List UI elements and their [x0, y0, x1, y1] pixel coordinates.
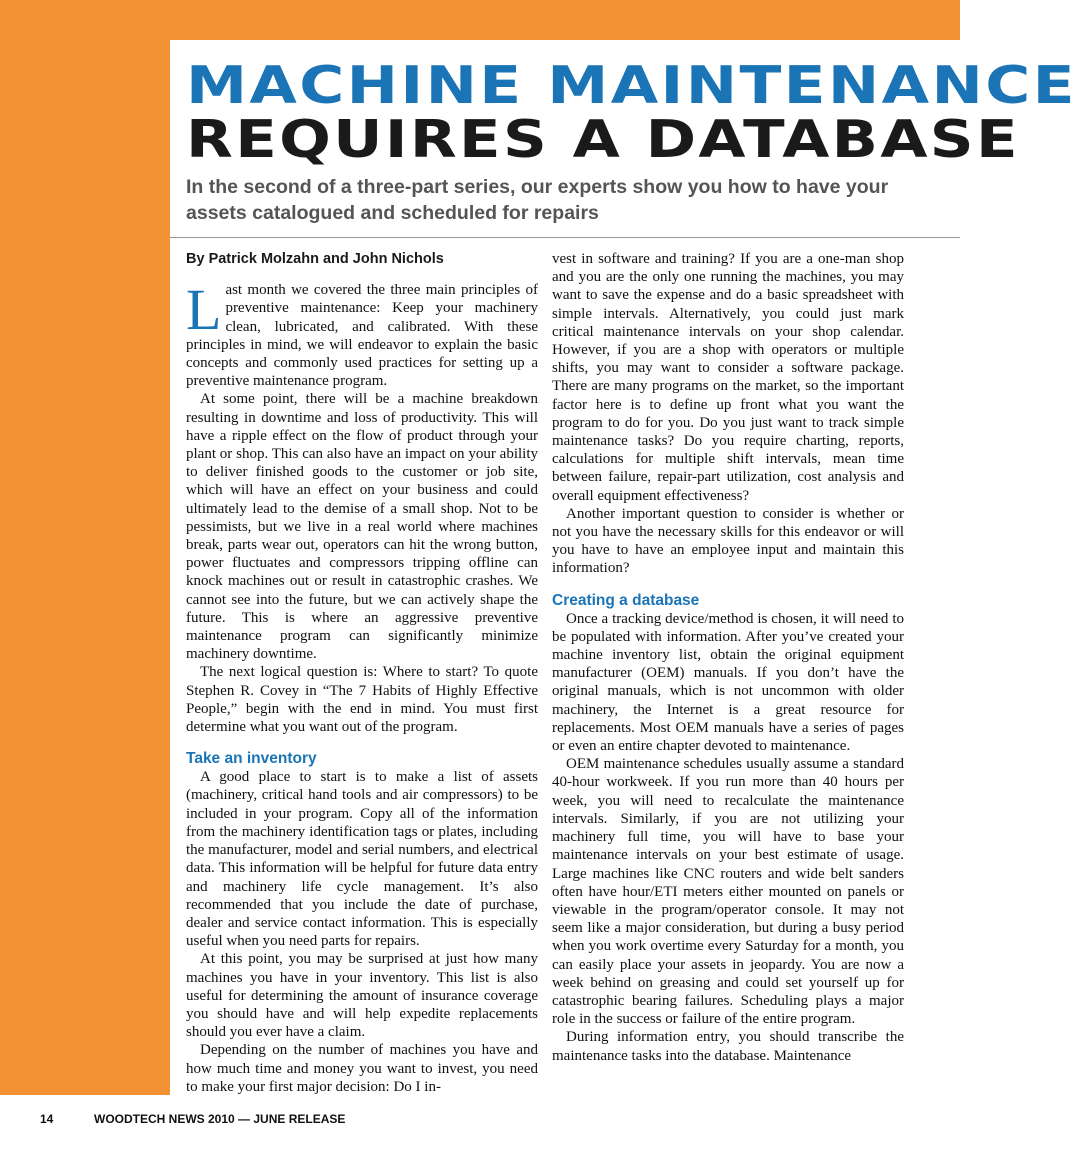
publication-name: WOODTECH NEWS 2010 — JUNE RELEASE [94, 1112, 346, 1126]
paragraph: The next logical question is: Where to start? To quote Stephen R. Covey in “The 7 Habits of Highly Effective People,” begin with the end in mind. You must first determine what you want out of the program. [186, 664, 538, 736]
paragraph: OEM maintenance schedules usually assume a standard 40-hour workweek. If you run more than 40 hours per week, you will need to recalculate the maintenance intervals. Similarly, if you are not utilizing your machinery full time, you will have to base your maintenance intervals on your best estimate of usage. Large machines like CNC routers and wide belt sanders often have hour/ETI meters either mounted on panels or viewable in the program/operator console. It may not seem like a major consideration, but during a busy period when you work overtime every Saturday for a month, you can easily place your assets in jeopardy. You are now a week behind on greasing and could set yourself up for catastrophic bearing failures. Scheduling plays a major role in the success or failure of the entire program. [552, 756, 904, 1028]
paragraph-text: ast month we covered the three main principles of preventive maintenance: Keep your machinery clean, lubricated, and calibrated. With these principles in mind, we will endeavor to explain the basic concepts and commonly used practices for setting up a preventive maintenance program. [186, 282, 538, 390]
left-column [186, 250, 538, 1096]
paragraph: At some point, there will be a machine breakdown resulting in downtime and loss of productivity. This will have a ripple effect on the flow of product through your plant or shop. This can also have an impact on your ability to deliver finished goods to the customer or job site, which will have an effect on your business and could ultimately lead to the demise of a small shop. Not to be pessimists, but we live in a real world where machines break, parts wear out, operators can hit the wrong button, power fluctuates and compressors tripping offline can knock machines out or result in catastrophic crashes. We cannot see into the future, but we can actively shape the future. This is where an aggressive preventive maintenance program can significantly minimize machinery downtime. [186, 391, 538, 663]
subhead-take-inventory: Take an inventory [186, 750, 317, 768]
paragraph: Another important question to consider is whether or not you have the necessary skills for this endeavor or will you have to have an employee input and maintain this information? [552, 505, 904, 577]
paragraph [186, 277, 538, 390]
paragraph: Depending on the number of machines you have and how much time and money you want to invest, you need to make your first major decision: Do I in- [186, 1042, 538, 1095]
subhead-creating-database: Creating a database [552, 591, 700, 609]
right-column [552, 250, 904, 1065]
paragraph: During information entry, you should transcribe the maintenance tasks into the database. Maintenance [552, 1029, 904, 1064]
title-line-2: REQUIRES A DATABASE [186, 110, 1020, 170]
drop-cap: L [186, 277, 222, 343]
title-line-1: MACHINE MAINTENANCE [186, 56, 1077, 116]
paragraph: Once a tracking device/method is chosen, it will need to be populated with information. After you’ve created your machine inventory list, obtain the original equipment manufacturer (OEM) manuals. If you don’t have the original manuals, which is not uncommon with older machinery, the Internet is a great resource for replacements. Most OEM manuals have a series of pages or even an entire chapter devoted to maintenance. [552, 610, 904, 755]
page-number: 14 [40, 1112, 54, 1126]
page-footer [0, 1110, 960, 1134]
article-deck: In the second of a three-part series, our experts show you how to have your assets catalogued and scheduled for repairs [186, 176, 889, 224]
paragraph: A good place to start is to make a list of assets (machinery, critical hand tools and air compressors) to be included in your program. Copy all of the information from the machinery identification tags or plates, including the manufacturer, model and serial numbers, and electrical data. This information will be helpful for future data entry and machinery life cycle management. It’s also recommended that you include the date of purchase, dealer and service contact information. This is especially useful when you need parts for repairs. [186, 769, 538, 950]
orange-side-band [0, 0, 170, 1095]
paragraph: vest in software and training? If you are a one-man shop and you are the only one running the machines, you may want to save the expense and do a basic spreadsheet with simple intervals. Alternatively, you could just mark critical maintenance intervals on your shop calendar. However, if you are a shop with operators or multiple shifts, you may want to consider a software package. There are many programs on the market, so the important factor here is to define up front what you want the program to do for you. Do you just want to track simple maintenance tasks? Do you require charting, reports, calculations for multiple shift intervals, mean time between failure, repair-part utilization, cost analysis and overall equipment effectiveness? [552, 251, 904, 504]
header-divider [170, 237, 960, 238]
byline: By Patrick Molzahn and John Nichols [186, 251, 444, 267]
paragraph: At this point, you may be surprised at just how many machines you have in your inventory. This list is also useful for determining the amount of insurance coverage you should have and will help expedite replacements should you ever have a claim. [186, 951, 538, 1041]
